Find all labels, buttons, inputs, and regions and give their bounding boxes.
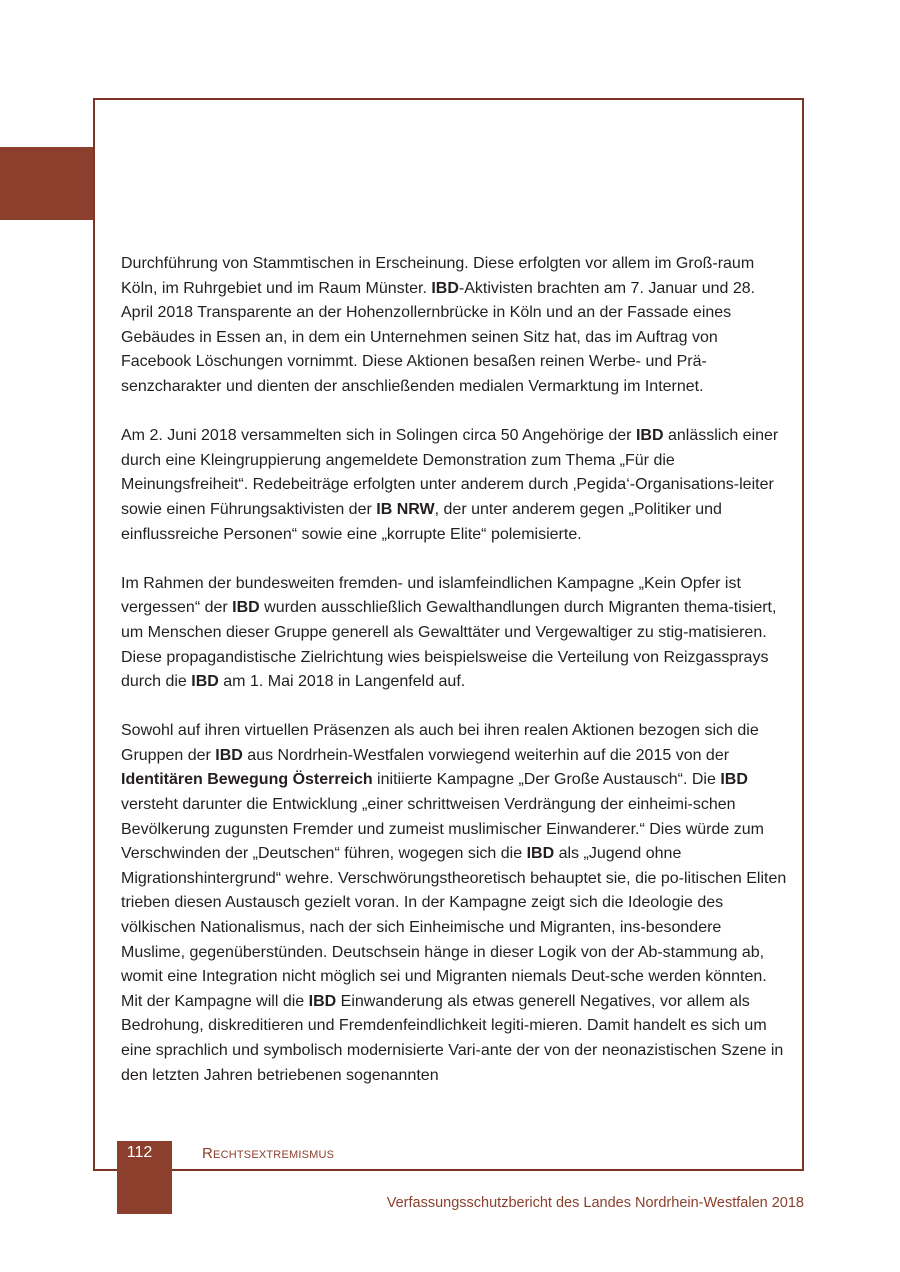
section-label: Rechtsextremismus: [202, 1145, 335, 1162]
text-run: Im Rahmen der bundesweiten fremden- und islamfeindlichen Kampagne „Kein Opfer ist vergessen“ der: [121, 574, 741, 617]
paragraph-2: [121, 424, 789, 547]
bold-term: IBD: [635, 427, 664, 445]
page-number: 112: [126, 1144, 153, 1161]
text-run: , der unter anderem gegen „Politiker und einflussreiche Personen“ sowie eine „korrupte Elite“ polemisierte.: [121, 500, 722, 543]
publication-title: Verfassungsschutzbericht des Landes Nordrhein-Westfalen 2018: [386, 1195, 804, 1211]
bold-term: IB NRW: [376, 500, 435, 518]
text-run: Sowohl auf ihren virtuellen Präsenzen als auch bei ihren realen Aktionen bezogen sich die Gruppen der: [121, 722, 759, 764]
bold-term: IBD: [526, 845, 555, 863]
paragraph-1: [121, 252, 789, 400]
text-run: als „Jugend ohne Migrationshintergrund“ wehre. Verschwörungstheoretisch behauptet sie, die po-litischen Eliten trieben diesen Austausch gezielt voran. In der Kampagne zeigt sich die Ideologie des völkischen Nationalismus, nach der sich Einheimische und Migranten, ins-besondere Muslime, gegenüberstünden. Deutschsein hänge in dieser Logik von der Ab-stammung ab, womit eine Integration nicht möglich sei und Migranten niemals Deut-sche werden könnten. Mit der Kampagne will die: [121, 845, 787, 1010]
text-run: Durchführung von Stammtischen in Erscheinung. Diese erfolgten vor allem im Groß-raum Köln, im Ruhrgebiet und im Raum Münster.: [121, 255, 755, 297]
bold-term: IBD: [232, 599, 260, 617]
paragraph-3: [121, 572, 789, 695]
bold-term: IBD: [431, 279, 459, 297]
chapter-tab-marker: [0, 147, 93, 220]
text-run: Einwanderung als etwas generell Negatives, vor allem als Bedrohung, diskreditieren und Fremdenfeindlichkeit legiti-mieren. Damit handelt es sich um eine sprachlich und symbolisch modernisierte Vari-ante der von der neonazistischen Szene in den letzten Jahren betriebenen sogenannten: [121, 992, 784, 1084]
text-run: Am 2. Juni 2018 versammelten sich in Solingen circa 50 Angehörige der: [121, 427, 636, 445]
bold-term: IBD: [191, 673, 219, 691]
paragraph-4: [121, 719, 789, 1088]
bold-term: Identitären Bewegung Österreich: [121, 771, 373, 789]
body-text: [121, 252, 789, 1088]
text-run: wurden ausschließlich Gewalthandlungen durch Migranten thema-tisiert, um Menschen dieser Gruppe generell als Gewalttäter und Vergewaltiger zu stig-matisieren. Diese propagandistische Zielrichtung wies beispielsweise die Verteilung von Reizgassprays durch die: [121, 599, 777, 691]
bold-term: IBD: [308, 992, 337, 1010]
text-run: anlässlich einer durch eine Kleingruppierung angemeldete Demonstration zum Thema „Für die Meinungsfreiheit“. Redebeiträge erfolgten unter anderem durch ‚Pegida‘-Organisations-leiter sowie einen Führungsaktivisten der: [121, 427, 779, 518]
text-run: -Aktivisten brachten am 7. Januar und 28. April 2018 Transparente an der Hohenzollernbrücke in Köln und an der Fassade eines Gebäudes in Essen an, in dem ein Unternehmen seinen Sitz hat, das im Auftrag von Facebook Löschungen vornimmt. Diese Aktionen besaßen reinen Werbe- und Prä-senzcharakter und dienten der anschließenden medialen Vermarktung im Internet.: [121, 279, 756, 395]
bold-term: IBD: [215, 746, 243, 764]
text-run: am 1. Mai 2018 in Langenfeld auf.: [218, 673, 466, 691]
text-run: versteht darunter die Entwicklung „einer schrittweisen Verdrängung der einheimi-schen Bevölkerung zugunsten Fremder und zumeist muslimischer Einwanderer.“ Dies würde zum Verschwinden der „Deutschen“ führen, wogegen sich die: [121, 796, 764, 863]
text-run: aus Nordrhein-Westfalen vorwiegend weiterhin auf die 2015 von der: [242, 746, 730, 764]
bold-term: IBD: [720, 771, 748, 789]
text-run: initiierte Kampagne „Der Große Austausch“. Die: [372, 771, 721, 789]
